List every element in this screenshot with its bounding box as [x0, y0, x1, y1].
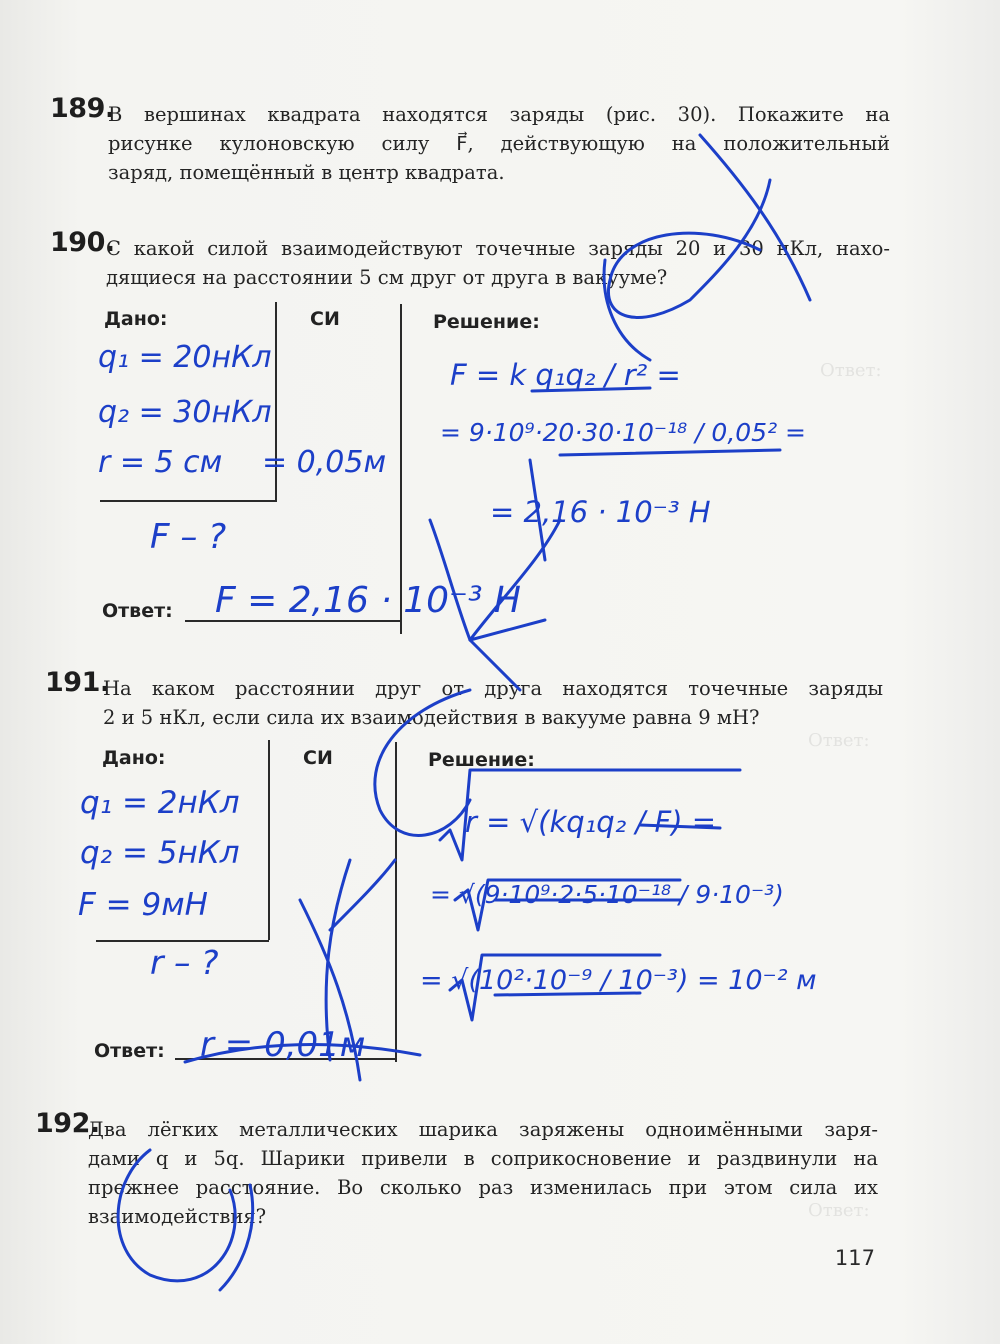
task-number: 189. — [50, 93, 115, 124]
solution-header: Решение: — [428, 749, 535, 771]
page-number: 117 — [834, 1246, 875, 1270]
handwritten-solution: r = √(kq₁q₂ / F) = — [465, 805, 717, 839]
handwritten-given: q₁ = 20нКл — [98, 340, 272, 375]
pen-stroke — [560, 450, 780, 455]
handwritten-given: r = 5 см — [98, 445, 223, 480]
handwritten-find: F – ? — [150, 517, 227, 557]
solution-header: Решение: — [433, 311, 540, 333]
table-divider — [268, 740, 270, 940]
pen-stroke — [470, 620, 545, 640]
bleed-through: Ответ: — [808, 1200, 870, 1221]
task-number: 190. — [50, 227, 115, 258]
task-line: рисунке кулоновскую силу F⃗, действующую на положительный — [108, 132, 890, 155]
task-line: прежнее расстояние. Во сколько раз изменилась при этом сила их — [88, 1176, 878, 1199]
task-line: Два лёгких металлических шарика заряжены одноимёнными заря- — [88, 1118, 878, 1141]
task-number: 191. — [45, 667, 110, 698]
given-header: Дано: — [104, 308, 168, 330]
handwritten-solution: = √(10²·10⁻⁹ / 10⁻³) = 10⁻² м — [420, 965, 817, 996]
given-header: Дано: — [102, 747, 166, 769]
pen-stroke — [330, 860, 395, 930]
bleed-through: Ответ: — [808, 730, 870, 751]
table-divider — [395, 742, 397, 1062]
handwritten-solution: = 2,16 · 10⁻³ Н — [490, 495, 711, 529]
task-line: дами q и 5q. Шарики привели в соприкосновение и раздвинули на — [88, 1147, 878, 1170]
task-text — [106, 234, 890, 292]
handwritten-si: = 0,05м — [262, 445, 387, 480]
handwritten-answer: r = 0,01м — [200, 1025, 366, 1065]
task-line: С какой силой взаимодействуют точечные заряды 20 и 30 нКл, нахо- — [106, 237, 890, 260]
task-number: 192. — [35, 1108, 100, 1139]
task-text — [88, 1115, 878, 1231]
answer-label: Ответ: — [102, 600, 173, 622]
task-line: 2 и 5 нКл, если сила их взаимодействия в вакууме равна 9 мН? — [103, 706, 760, 729]
handwritten-given: q₁ = 2нКл — [80, 785, 240, 821]
handwritten-solution: = √(9·10⁹·2·5·10⁻¹⁸ / 9·10⁻³) — [430, 880, 784, 909]
handwritten-given: q₂ = 5нКл — [80, 835, 240, 871]
handwritten-answer: F = 2,16 · 10⁻³ Н — [215, 580, 521, 621]
table-divider — [100, 500, 276, 502]
task-text — [108, 100, 890, 187]
task-line: заряд, помещённый в центр квадрата. — [108, 161, 505, 184]
answer-label: Ответ: — [94, 1040, 165, 1062]
si-header: СИ — [310, 308, 340, 330]
handwritten-given: q₂ = 30нКл — [98, 395, 272, 430]
task-line: дящиеся на расстоянии 5 см друг от друга в вакууме? — [106, 266, 668, 289]
table-divider — [96, 940, 269, 942]
bleed-through: Ответ: — [820, 360, 882, 381]
handwritten-find: r – ? — [150, 943, 219, 982]
task-line: В вершинах квадрата находятся заряды (рис. 30). Покажите на — [108, 103, 890, 126]
handwritten-solution: = 9·10⁹·20·30·10⁻¹⁸ / 0,05² = — [440, 418, 806, 447]
task-text — [103, 674, 883, 732]
handwritten-given: F = 9мН — [78, 887, 208, 923]
task-line: взаимодействия? — [88, 1205, 267, 1228]
task-line: На каком расстоянии друг от друга находятся точечные заряды — [103, 677, 883, 700]
handwritten-solution: F = k q₁q₂ / r² = — [450, 358, 681, 392]
si-header: СИ — [303, 747, 333, 769]
